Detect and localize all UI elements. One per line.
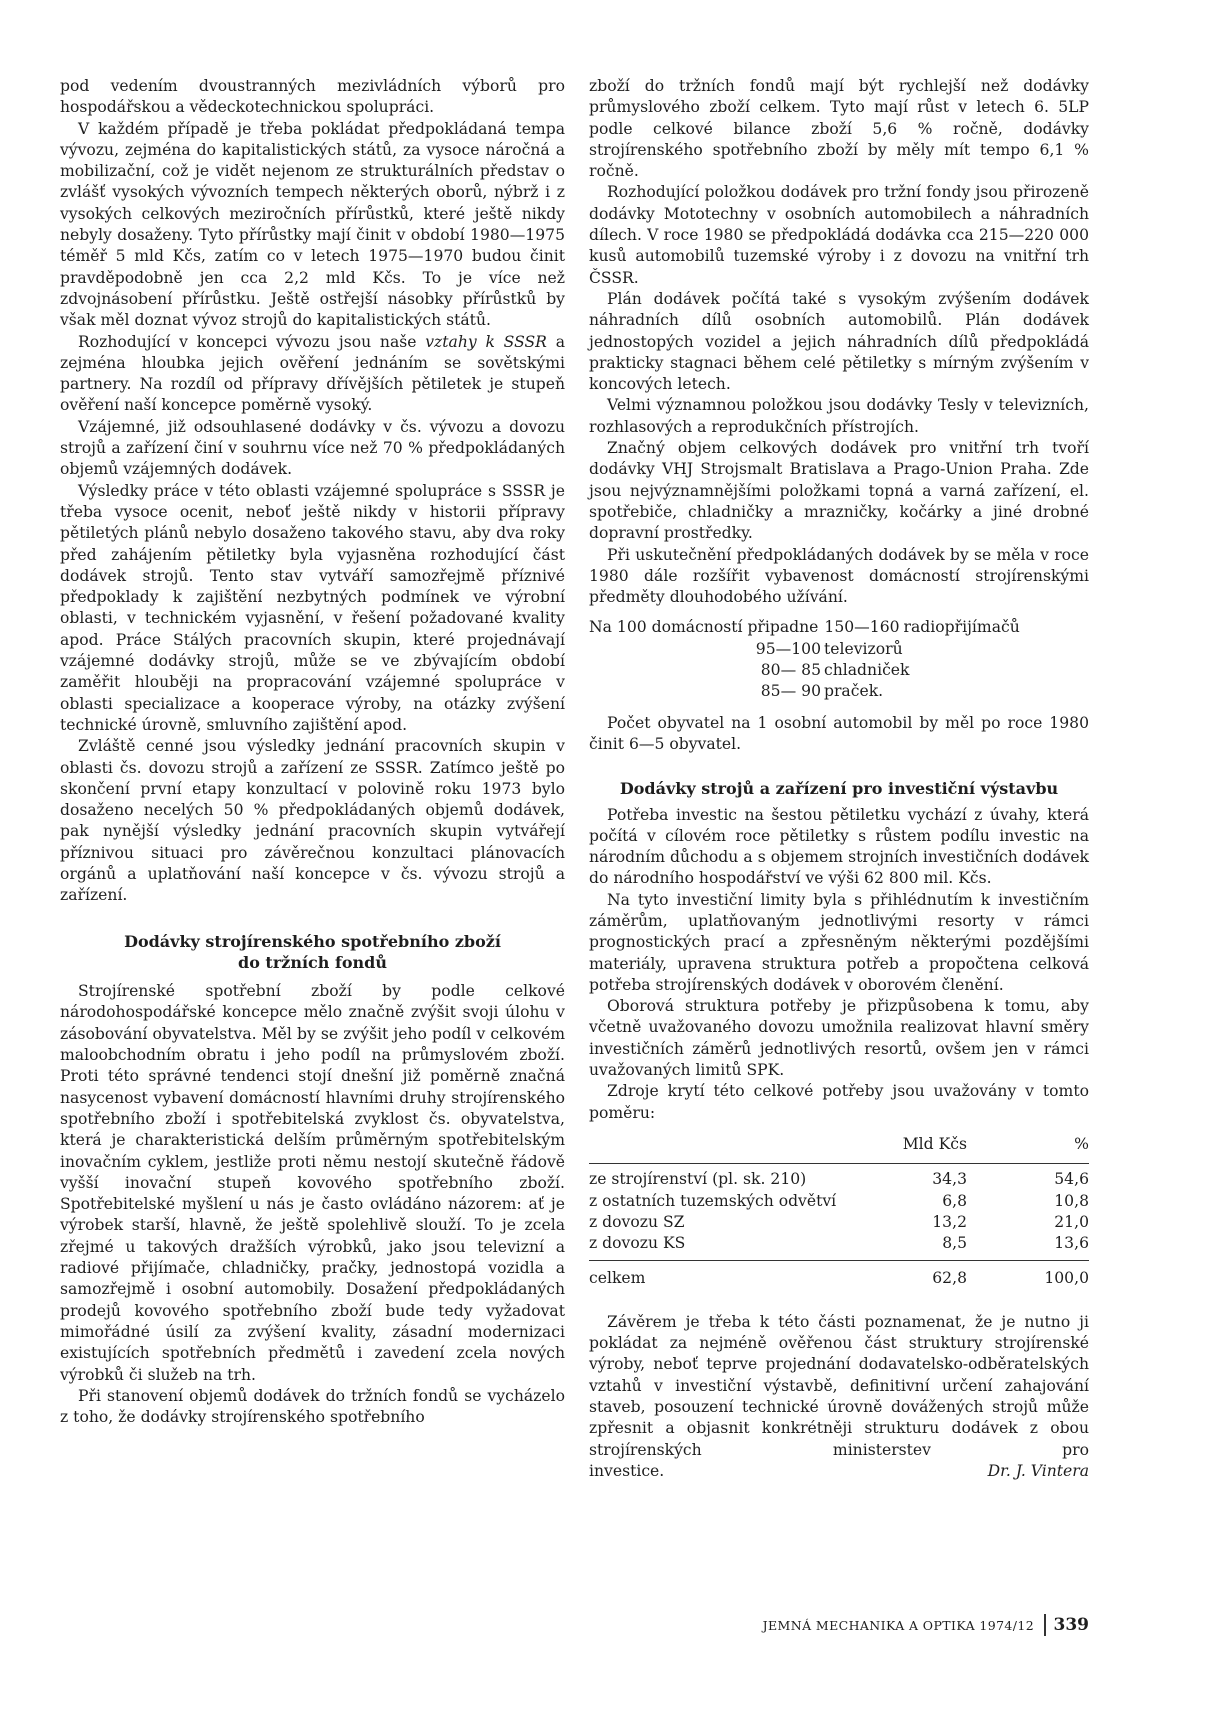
- left-column: [60, 76, 565, 1428]
- paragraph: pod vedením dvoustranných mezivládních výborů pro hospodářskou a vědeckotechnickou spolupráci.: [60, 77, 565, 117]
- stats-label: praček.: [824, 682, 884, 701]
- signature-line: [589, 1461, 1089, 1482]
- stats-num: 80— 85: [760, 661, 821, 680]
- stats-num: 150—160: [824, 618, 900, 637]
- table-cell: 54,6: [967, 1164, 1089, 1191]
- table-cell: 6,8: [942, 1191, 967, 1210]
- paragraph: Strojírenské spotřební zboží by podle celkové národohospodářské koncepce mělo značně zvýšit svoji úlohu v zásobování obyvatelstva. Měl by se zvýšit jeho podíl v celkovém maloobchodním obratu i jeho podíl na průmyslovém zboží. Proti této správné tendenci stojí dnešní již poměrně značná nasycenost vybavení domácností hlavními druhy strojírenského spotřebního zboží i spotřebitelská zvyklost čs. obyvatelstva, která je charakteristická delším průměrným spotřebitelským inovačním cyklem, jestliže proti němu nestojí skutečně řádově vyšší inovační stupeň kovového spotřebního zboží. Spotřebitelské myšlení u nás je často ovládáno názorem: ať je výrobek starší, hlavně, že ještě spolehlivě slouží. To je zcela zřejmé u takových dražších výrobků, jako jsou televizní a radiové přijímače, chladničky, pračky, jednostopá vozidla a samozřejmě i osobní automobily. Dosažení předpokládaných prodejů kovového spotřebního zboží bude tedy vyžadovat mimořádné úsilí za zvýšení kvality, zásadní modernizaci existujících spotřebních předmětů i zavedení zcela nových výrobků či služeb na trh.: [60, 982, 565, 1384]
- paragraph: Zdroje krytí této celkové potřeby jsou uvažovány v tomto poměru:: [589, 1082, 1089, 1122]
- paragraph: Na tyto investiční limity byla s přihlédnutím k investičním záměrům, uplatňovaným jednotlivými resorty v rámci prognostických prací a zpřesněným některými pozdějšími materiály, upravena struktura potřeb a propočtena celková potřeba strojírenských dodávek v oborovém členění.: [589, 890, 1089, 994]
- table-header-cell: %: [1074, 1134, 1089, 1153]
- table-cell: z dovozu KS: [589, 1234, 686, 1253]
- heading-line: do tržních fondů: [238, 952, 387, 972]
- funding-sources-table: [589, 1130, 1089, 1290]
- paragraph: Závěrem je třeba k této části poznamenat, že je nutno ji pokládat za nejméně ověřenou část struktury strojírenské výroby, neboť teprve projednání dodavatelsko-odběratelských vztahů v investiční výstavbě, definitivní určení zahajování staveb, posouzení technické úrovně dovážených strojů může zpřesnit a objasnit konkrétněji strukturu dodávek z obou strojírenských ministerstev pro: [589, 1312, 1089, 1459]
- paragraph: zboží do tržních fondů mají být rychlejší než dodávky průmyslového zboží celkem. Tyto mají růst v letech 6. 5LP podle celkové bilance zboží 5,6 % ročně, dodávky strojírenského spotřebního zboží by měly mít tempo 6,1 % ročně.: [589, 77, 1089, 181]
- paragraph: Výsledky práce v této oblasti vzájemné spolupráce s SSSR je třeba vysoce ocenit, neboť ještě nikdy v historii přípravy pětiletých plánů nebylo dosaženo takového stavu, aby dva roky před zahájením pětiletky byla vyjasněna rozhodující část dodávek strojů. Tento stav vytváří samozřejmě příznivé předpoklady k zajištění nezbytných podmínek ve výrobní oblasti, v technickém vyjasnění, v řešení požadované kvality apod. Práce Stálých pracovních skupin, které projednávají vzájemné dodávky strojů, může se ve zbývajícím období zaměřit hlouběji na propracování vzájemné spolupráce v oblasti specializace a kooperace výroby, na otázky zvýšení technické úrovně, smluvního zajištění apod.: [60, 481, 565, 734]
- stats-prefix: Na 100 domácností připadne: [589, 618, 819, 637]
- paragraph: Vzájemné, již odsouhlasené dodávky v čs. vývozu a dovozu strojů a zařízení činí v souhrnu více než 70 % předpokládaných objemů vzájemných dodávek.: [60, 417, 565, 479]
- stats-num: 95—100: [755, 639, 821, 658]
- table-cell: z dovozu SZ: [589, 1212, 685, 1231]
- table-header-cell: Mld Kčs: [902, 1134, 967, 1153]
- text-run: a zejména hloubka jejich ověření jednáním se sovětskými partnery. Na rozdíl od přípravy dřívějších pětiletek je stupeň ověření naší koncepce poměrně vysoký.: [60, 332, 566, 415]
- stats-line: [589, 660, 1089, 681]
- paragraph: Značný objem celkových dodávek pro vnitřní trh tvoří dodávky VHJ Strojsmalt Bratislava a Prago-Union Praha. Zde jsou nejvýznamnějšími položkami topná a varná zařízení, el. spotřebiče, chladničky a mrazničky, kočárky a jiné drobné dopravní prostředky.: [589, 439, 1089, 543]
- paragraph: Při uskutečnění předpokládaných dodávek by se měla v roce 1980 dále rozšířit vybavenost domácností strojírenskými předměty dlouhodobého užívání.: [589, 545, 1089, 607]
- italic-text: vztahy k SSSR: [425, 332, 547, 351]
- table-row: [589, 1233, 1089, 1254]
- paragraph: Rozhodující položkou dodávek pro tržní fondy jsou přirozeně dodávky Mototechny v osobních automobilech a náhradních dílech. V roce 1980 se předpokládá dodávka cca 215—220 000 kusů automobilů tuzemské výroby i z dovozu na vnitřní trh ČSSR.: [589, 183, 1089, 287]
- table-row: [589, 1212, 1089, 1233]
- table-cell: 10,8: [1054, 1191, 1089, 1210]
- author-name: Dr. J. Vintera: [987, 1461, 1089, 1480]
- stats-num: 85— 90: [760, 682, 821, 701]
- table-cell: 62,8: [859, 1261, 967, 1290]
- table-cell: 13,6: [1054, 1234, 1089, 1253]
- table-cell: 34,3: [859, 1164, 967, 1191]
- paragraph: Při stanovení objemů dodávek do tržních fondů se vycházelo z toho, že dodávky strojírenského spotřebního: [60, 1386, 565, 1427]
- paragraph: Potřeba investic na šestou pětiletku vychází z úvahy, která počítá v cílovém roce pětiletky s růstem podílu investic na národním důchodu a s objemem strojních investičních dodávek do národního hospodářství ve výši 62 800 mil. Kčs.: [589, 805, 1089, 888]
- table-cell: 13,2: [932, 1212, 967, 1231]
- table-cell: 21,0: [1054, 1212, 1089, 1231]
- heading-line: Dodávky strojírenského spotřebního zboží: [124, 931, 501, 951]
- page-footer: [589, 1614, 1089, 1636]
- stats-line: [589, 617, 1089, 638]
- stats-line: [589, 681, 1089, 702]
- section-heading: Dodávky strojů a zařízení pro investiční výstavbu: [619, 779, 1059, 799]
- table-cell: 8,5: [942, 1234, 967, 1253]
- stats-label: chladniček: [824, 661, 910, 680]
- table-cell: 100,0: [967, 1261, 1089, 1290]
- paragraph: Počet obyvatel na 1 osobní automobil by měl po roce 1980 činit 6—5 obyvatel.: [589, 713, 1089, 753]
- section-heading: [60, 931, 565, 974]
- text-run: Rozhodující v koncepci vývozu jsou naše: [78, 332, 426, 351]
- table-cell: ze strojírenství (pl. sk. 210): [589, 1164, 859, 1191]
- paragraph: [60, 332, 565, 417]
- paragraph: Velmi významnou položkou jsou dodávky Tesly v televizních, rozhlasových a reprodukčních přístrojích.: [589, 396, 1089, 436]
- table-header-cell: [589, 1130, 859, 1164]
- journal-name: JEMNÁ MECHANIKA A OPTIKA 1974/12: [762, 1617, 1035, 1633]
- table-header-row: [589, 1130, 1089, 1164]
- paragraph-end: investice.: [589, 1461, 665, 1480]
- stats-line: [589, 639, 1089, 660]
- page-number: 339: [1053, 1615, 1089, 1635]
- table-row: [589, 1164, 1089, 1191]
- paragraph: V každém případě je třeba pokládat předpokládaná tempa vývozu, zejména do kapitalistických států, za vysoce náročná a mobilizační, což je vidět nejenom ze strukturálních představ o zvlášť vysokých vývozních tempech některých oborů, nýbrž i z vysokých celkových meziročních přírůstků, které ještě nikdy nebyly dosaženy. Tyto přírůstky mají činit v období 1980—1975 téměř 5 mld Kčs, zatím co v letech 1975—1970 budou činit pravděpodobně jen cca 2,2 mld Kčs. To je více než zdvojnásobení přírůstku. Ještě ostřejší násobky přírůstků by však měl doznat vývoz strojů do kapitalistických států.: [60, 119, 565, 330]
- table-cell: celkem: [589, 1261, 859, 1290]
- table-total-row: [589, 1261, 1089, 1290]
- footer-divider: [1044, 1614, 1045, 1636]
- table-cell: z ostatních tuzemských odvětví: [589, 1191, 837, 1210]
- paragraph: Oborová struktura potřeby je přizpůsobena k tomu, aby včetně uvažovaného dovozu umožnila realizovat hlavní směry investičních záměrů jednotlivých resortů, ovšem jen v rámci uvažovaných limitů SPK.: [589, 997, 1089, 1080]
- stats-label: radiopřijímačů: [903, 618, 1020, 637]
- paragraph: Zvláště cenné jsou výsledky jednání pracovních skupin v oblasti čs. dovozu strojů a zařízení ze SSSR. Zatímco ještě po skončení první etapy konzultací v polovině roku 1973 bylo dosaženo necelých 50 % předpokládaných objemů dodávek, pak nynější výsledky jednání pracovních skupin vytvářejí příznivou situaci pro závěrečnou konzultaci plánovacích orgánů a uplatňování naší koncepce v čs. vývozu strojů a zařízení.: [60, 737, 565, 905]
- table-row: [589, 1191, 1089, 1212]
- right-column: [589, 76, 1089, 1482]
- stats-label: televizorů: [824, 639, 903, 658]
- household-equipment-list: [589, 617, 1089, 702]
- paragraph: Plán dodávek počítá také s vysokým zvýšením dodávek náhradních dílů osobních automobilů. Plán dodávek jednostopých vozidel a jejich náhradních dílů předpokládá prakticky stagnaci během celé pětiletky s mírným zvýšením v koncových letech.: [589, 289, 1089, 394]
